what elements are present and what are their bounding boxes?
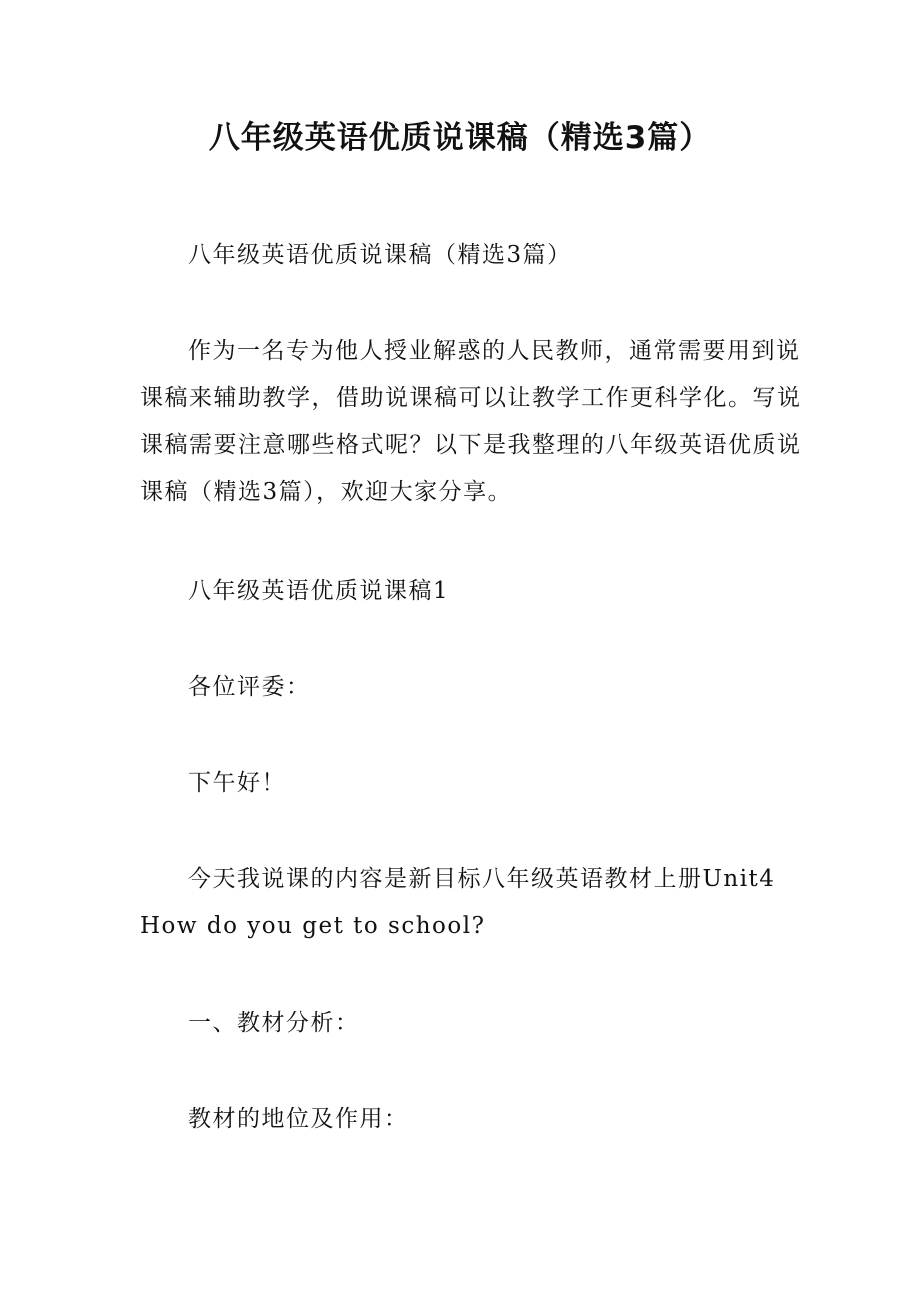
paragraph-textbook-role: 教材的地位及作用： [188,1106,409,1132]
paragraph-section-heading: 八年级英语优质说课稿1 [188,578,450,604]
paragraph-lesson-content: 今天我说课的内容是新目标八年级英语教材上册Unit4 How do you get to school? [140,866,776,939]
paragraph-greeting-judges: 各位评委： [188,674,311,700]
paragraph-textbook-analysis: 一、教材分析： [188,1010,360,1036]
paragraph-good-afternoon: 下午好！ [188,770,286,796]
paragraph-subtitle: 八年级英语优质说课稿（精选3篇） [188,242,572,268]
paragraph-intro: 作为一名专为他人授业解惑的人民教师，通常需要用到说课稿来辅助教学，借助说课稿可以让教学工作更科学化。写说课稿需要注意哪些格式呢？以下是我整理的八年级英语优质说课稿（精选3篇），欢迎大家分享。 [140,338,802,505]
document-title: 八年级英语优质说课稿（精选3篇） [208,120,712,156]
